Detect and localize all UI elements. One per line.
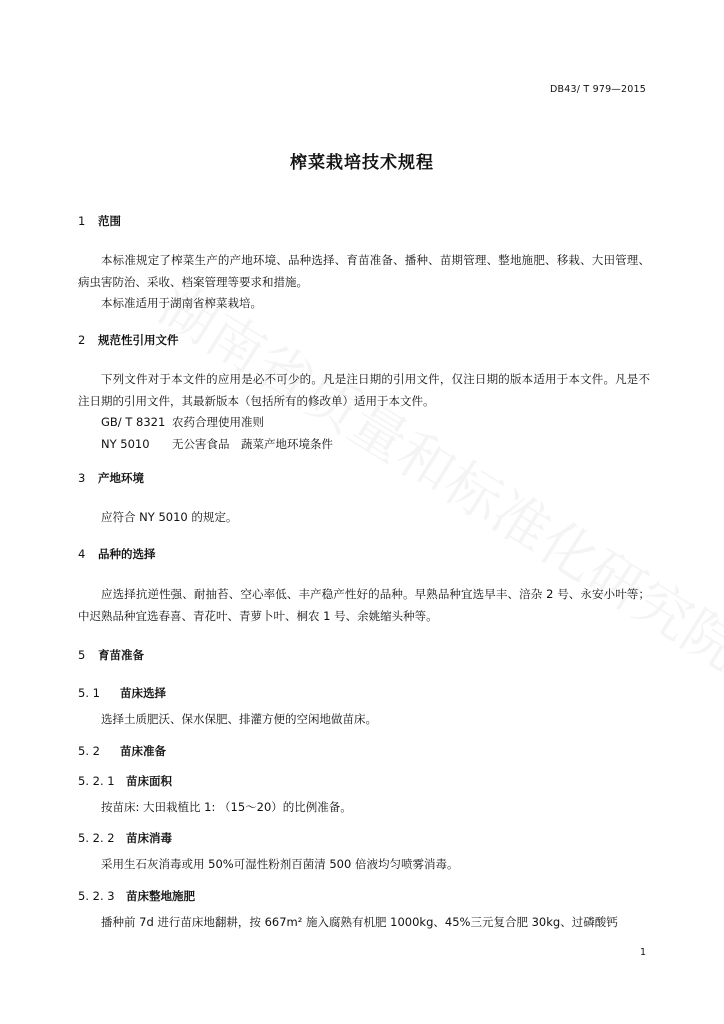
- subsection-title: 苗床准备: [120, 744, 166, 758]
- section-title: 规范性引用文件: [98, 333, 179, 347]
- paragraph: 下列文件对于本文件的应用是必不可少的。凡是注日期的引用文件，仅注日期的版本适用于本文件。凡是不注日期的引用文件，其最新版本（包括所有的修改单）适用于本文件。: [78, 372, 650, 408]
- reference-item: [78, 434, 650, 456]
- reference-title: 农药合理使用准则: [172, 415, 264, 429]
- subsection-title: 苗床面积: [126, 774, 172, 788]
- page-number: 1: [639, 947, 646, 958]
- section-heading: [78, 330, 650, 352]
- section-heading: [78, 211, 650, 233]
- section-title: 育苗准备: [98, 648, 144, 662]
- section-heading: [78, 645, 650, 667]
- subsection-title: 苗床整地施肥: [126, 889, 195, 903]
- subsection-heading: [78, 683, 650, 705]
- section-1-body: [78, 250, 650, 315]
- subsection-5-2: [78, 741, 650, 763]
- reference-title: 无公害食品 蔬菜产地环境条件: [172, 436, 333, 451]
- reference-code: NY 5010: [101, 436, 150, 451]
- reference-code: GB/ T 8321: [101, 415, 166, 429]
- paragraph: 本标准规定了榨菜生产的产地环境、品种选择、育苗准备、播种、苗期管理、整地施肥、移栽、大田管理、病虫害防治、采收、档案管理等要求和措施。: [78, 253, 650, 289]
- subsection-heading: [78, 771, 650, 793]
- paragraph: 应选择抗逆性强、耐抽苔、空心率低、丰产稳产性好的品种。早熟品种宜选早丰、涪杂 2 号、永安小叶等；中迟熟品种宜选春喜、青花叶、青萝卜叶、桐农 1 号、余姚缩头种等。: [78, 587, 650, 623]
- section-title: 产地环境: [98, 471, 144, 485]
- paragraph: 选择土质肥沃、保水保肥、排灌方便的空闲地做苗床。: [101, 711, 377, 726]
- document-title: 榨菜栽培技术规程: [290, 153, 434, 173]
- section-2: [78, 330, 650, 352]
- section-heading: [78, 544, 650, 566]
- subsection-heading: [78, 886, 650, 908]
- section-number: 2: [78, 333, 86, 347]
- section-number: 5: [78, 648, 86, 662]
- subsection-5-2-2: [78, 828, 650, 875]
- paragraph: 播种前 7d 进行苗床地翻耕，按 667m² 施入腐熟有机肥 1000kg、45%三元复合肥 30kg、过磷酸钙: [101, 914, 618, 929]
- section-number: 3: [78, 471, 86, 485]
- subsection-5-2-3: [78, 886, 650, 933]
- subsection-number: 5. 2. 3: [78, 889, 115, 903]
- reference-item: [78, 412, 650, 434]
- subsection-heading: [78, 741, 650, 763]
- subsection-5-1: [78, 683, 650, 730]
- subsection-heading: [78, 828, 650, 850]
- subsection-title: 苗床选择: [120, 686, 166, 700]
- section-title: 品种的选择: [98, 547, 156, 561]
- section-4: [78, 544, 650, 566]
- section-2-body: [78, 369, 650, 455]
- section-heading: [78, 468, 650, 490]
- section-title: 范围: [98, 214, 121, 228]
- section-3-body: [78, 507, 650, 529]
- section-4-body: [78, 584, 650, 627]
- paragraph: 应符合 NY 5010 的规定。: [101, 510, 238, 524]
- subsection-number: 5. 2. 1: [78, 774, 115, 788]
- section-number: 1: [78, 214, 86, 228]
- subsection-number: 5. 2. 2: [78, 831, 115, 845]
- subsection-5-2-1: [78, 771, 650, 818]
- subsection-title: 苗床消毒: [126, 831, 172, 845]
- standard-code: DB43/ T 979—2015: [550, 84, 646, 95]
- section-3: [78, 468, 650, 490]
- paragraph: 采用生石灰消毒或用 50%可湿性粉剂百菌清 500 倍液均匀喷雾消毒。: [101, 856, 459, 871]
- subsection-number: 5. 2: [78, 744, 100, 758]
- paragraph: 按苗床: 大田栽植比 1: （15～20）的比例准备。: [101, 799, 352, 814]
- section-1: [78, 211, 650, 233]
- section-number: 4: [78, 547, 86, 561]
- subsection-number: 5. 1: [78, 686, 100, 700]
- section-5: [78, 645, 650, 667]
- paragraph: 本标准适用于湖南省榨菜栽培。: [101, 296, 262, 310]
